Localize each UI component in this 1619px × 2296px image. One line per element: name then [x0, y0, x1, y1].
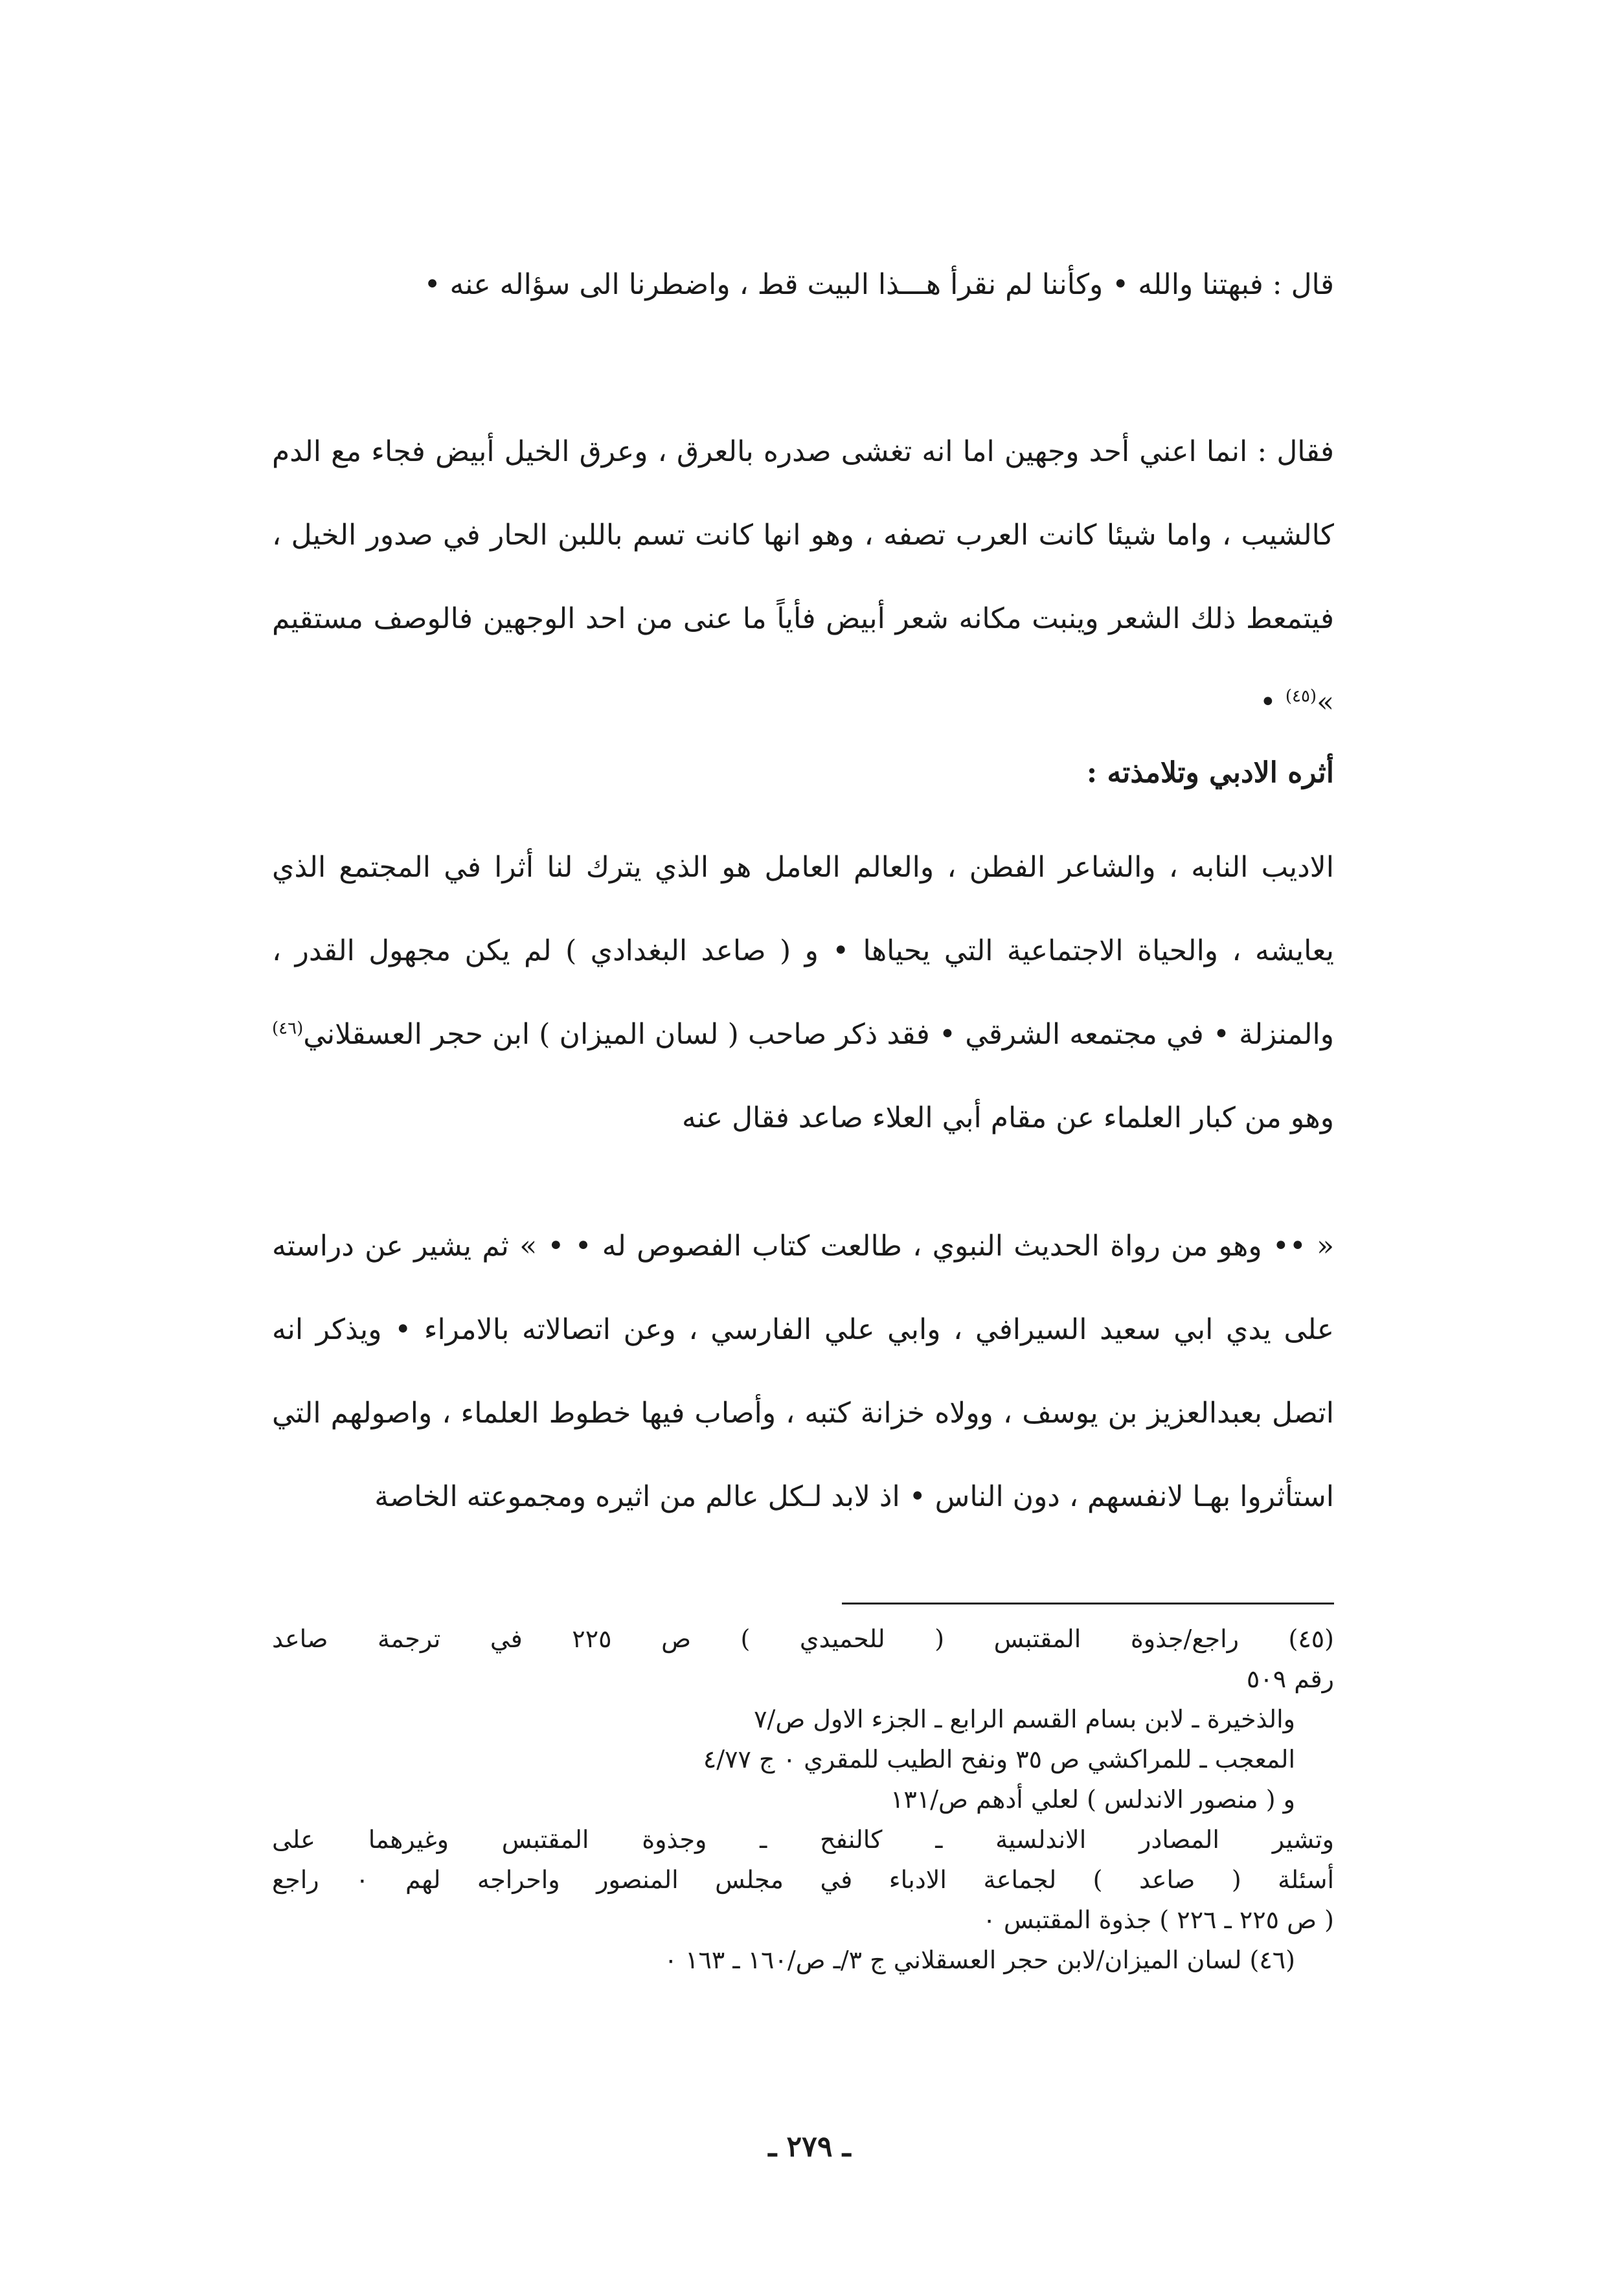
- paragraph-4-text: « •• وهو من رواة الحديث النبوي ، طالعت كتاب الفصوص له • • » ثم يشير عن دراسته على يدي ابي سعيد السيرافي ، وابي علي الفارسي ، وعن اتصالاته بالامراء • ويذكر انه اتصل بعبدالعزيز بن يوسف ، وولاه خزانة كتبه ، وأصاب فيها خطوط العلماء ، واصولهم التي استأثروا بهـا لانفسهم ، دون الناس • اذ لابد لـكل عالم من اثيره ومجموعته الخاصة: [272, 1230, 1334, 1513]
- paragraph-3-body: [272, 826, 1334, 1160]
- footnote-45-line-1: (٤٥) راجع/جذوة المقتبس ( للحميدي ) ص ٢٢٥ في ترجمة صاعد: [272, 1625, 1334, 1653]
- footnote-45-line-2: رقم ٥٠٩: [1246, 1665, 1334, 1693]
- paragraph-3-text: الاديب النابه ، والشاعر الفطن ، والعالم العامل هو الذي يترك لنا أثرا في المجتمع الذي يعايشه ، والحياة الاجتماعية التي يحياها • و ( صاعد البغدادي ) لم يكن مجهول القدر ، والمنزلة • في مجتمعه الشرقي • فقد ذكر صاحب ( لسان الميزان ) ابن حجر العسقلاني: [272, 851, 1334, 1051]
- section-heading: أثره الادبي وتلامذته :: [1086, 756, 1334, 789]
- footnote-45-line-6: وتشير المصادر الاندلسية ـ كالنفح ـ وجذوة المقتبس وغيرهما على: [272, 1825, 1334, 1854]
- footnotes: [272, 1619, 1334, 1980]
- footnote-ref-45: (٤٥): [1285, 686, 1317, 706]
- paragraph-3: [272, 826, 1334, 1160]
- paragraph-1: [272, 243, 1334, 326]
- paragraph-1-text: قال : فبهتنا والله • وكأننا لم نقرأ هـــذا البيت قط ، واضطرنا الى سؤاله عنه •: [424, 268, 1334, 301]
- paragraph-3-end: وهو من كبار العلماء عن مقام أبي العلاء صاعد فقال عنه: [681, 1101, 1334, 1134]
- footnote-45-line-7: أسئلة ( صاعد ) لجماعة الادباء في مجلس المنصور واحراجه لهم ۰ راجع: [272, 1865, 1335, 1894]
- footnote-ref-46: (٤٦): [272, 1019, 304, 1039]
- footnote-divider: [842, 1603, 1334, 1604]
- footnote-45-line-8: ( ص ٢٢٥ ـ ٢٢٦ ) جذوة المقتبس ۰: [982, 1906, 1334, 1934]
- paragraph-2-text: فقال : انما اعني أحد وجهين اما انه تغشى صدره بالعرق ، وعرق الخيل أبيض فجاء مع الدم كالشيب ، واما شيئا كانت العرب تصفه ، وهو انها كانت تسم باللبن الحار في صدور الخيل ، فيتمعط ذلك الشعر وينبت مكانه شعر أبيض فأياً ما عنى من احد الوجهين فالوصف مستقيم »: [272, 435, 1334, 719]
- paragraph-2-body: [272, 410, 1334, 744]
- paragraph-2-end: •: [1259, 686, 1285, 719]
- paragraph-2: [272, 410, 1334, 744]
- footnote-45-line-4: المعجب ـ للمراكشي ص ٣٥ ونفح الطيب للمقري ۰ ج ٤/٧٧: [703, 1745, 1295, 1773]
- footnote-45-line-3: والذخيرة ـ لابن بسام القسم الرابع ـ الجزء الاول ص/٧: [754, 1705, 1295, 1733]
- page-number: ـ ٢٧٩ ـ: [768, 2130, 851, 2163]
- paragraph-4: [272, 1204, 1334, 1538]
- footnote-46-line-1: (٤٦) لسان الميزان/لابن حجر العسقلاني ج ٣/ـ ص/١٦٠ ـ ١٦٣ ۰: [664, 1946, 1295, 1974]
- footnote-45-line-5: و ( منصور الاندلس ) لعلي أدهم ص/١٣١: [890, 1785, 1295, 1814]
